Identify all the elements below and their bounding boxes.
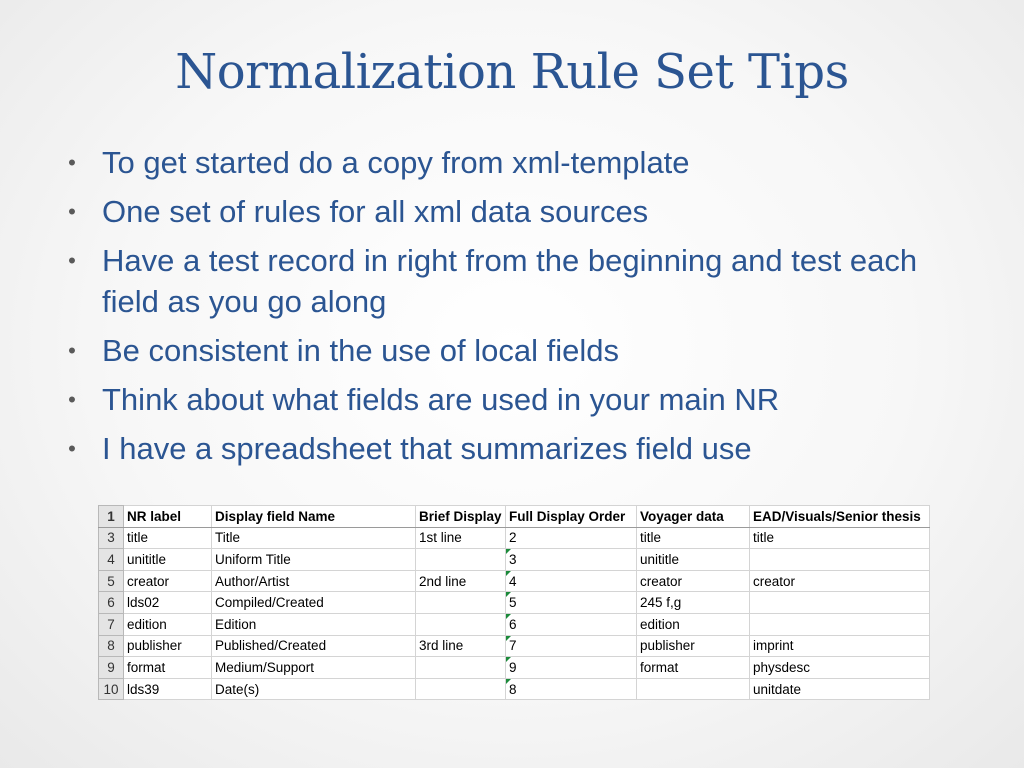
row-number: 4 <box>99 549 124 571</box>
cell: unitdate <box>750 678 930 700</box>
bullet-text: Have a test record in right from the beginning and test each field as you go along <box>102 243 918 319</box>
bullet-text: I have a spreadsheet that summarizes field use <box>102 431 752 466</box>
cell: Compiled/Created <box>212 592 416 614</box>
cell: format <box>124 657 212 679</box>
cell: 1st line <box>416 527 506 549</box>
bullet-item <box>62 428 962 469</box>
cell: physdesc <box>750 657 930 679</box>
cell: Medium/Support <box>212 657 416 679</box>
cell: 8 <box>506 678 637 700</box>
cell: Date(s) <box>212 678 416 700</box>
row-number: 8 <box>99 635 124 657</box>
bullet-item <box>62 240 962 322</box>
cell: 9 <box>506 657 637 679</box>
cell: edition <box>637 613 750 635</box>
bullet-list <box>62 142 962 477</box>
cell: 3 <box>506 549 637 571</box>
row-number: 9 <box>99 657 124 679</box>
cell <box>637 678 750 700</box>
cell: Published/Created <box>212 635 416 657</box>
table-row <box>99 549 930 571</box>
cell: creator <box>750 570 930 592</box>
cell: 5 <box>506 592 637 614</box>
cell: lds02 <box>124 592 212 614</box>
row-number: 3 <box>99 527 124 549</box>
cell: publisher <box>124 635 212 657</box>
column-header-voyager-data: Voyager data <box>637 506 750 528</box>
table-row <box>99 570 930 592</box>
row-number: 1 <box>99 506 124 528</box>
cell: format <box>637 657 750 679</box>
table-row <box>99 657 930 679</box>
bullet-text: Be consistent in the use of local fields <box>102 333 619 368</box>
slide-title: Normalization Rule Set Tips <box>175 44 849 100</box>
cell: Uniform Title <box>212 549 416 571</box>
cell: 245 f,g <box>637 592 750 614</box>
cell <box>750 549 930 571</box>
cell <box>750 613 930 635</box>
bullet-icon: • <box>68 338 76 363</box>
column-header-nr-label: NR label <box>124 506 212 528</box>
cell: title <box>750 527 930 549</box>
cell: unititle <box>637 549 750 571</box>
cell <box>416 678 506 700</box>
cell: imprint <box>750 635 930 657</box>
cell: 6 <box>506 613 637 635</box>
bullet-item <box>62 330 962 371</box>
column-header-ead-visuals-senior-thesis: EAD/Visuals/Senior thesis <box>750 506 930 528</box>
cell: Author/Artist <box>212 570 416 592</box>
cell <box>750 592 930 614</box>
cell <box>416 657 506 679</box>
bullet-icon: • <box>68 436 76 461</box>
table-row <box>99 592 930 614</box>
bullet-icon: • <box>68 248 76 273</box>
field-use-spreadsheet <box>98 505 930 700</box>
column-header-full-display-order: Full Display Order <box>506 506 637 528</box>
row-number: 7 <box>99 613 124 635</box>
cell <box>416 549 506 571</box>
row-number: 5 <box>99 570 124 592</box>
cell: edition <box>124 613 212 635</box>
cell: publisher <box>637 635 750 657</box>
cell: Edition <box>212 613 416 635</box>
table-row <box>99 613 930 635</box>
table-row <box>99 527 930 549</box>
bullet-icon: • <box>68 387 76 412</box>
bullet-text: Think about what fields are used in your main NR <box>102 382 780 417</box>
cell: creator <box>637 570 750 592</box>
cell: 2nd line <box>416 570 506 592</box>
cell <box>416 613 506 635</box>
table-row <box>99 678 930 700</box>
bullet-text: One set of rules for all xml data sources <box>102 194 649 229</box>
bullet-item <box>62 142 962 183</box>
cell: lds39 <box>124 678 212 700</box>
cell <box>416 592 506 614</box>
bullet-item <box>62 191 962 232</box>
row-number: 10 <box>99 678 124 700</box>
row-number: 6 <box>99 592 124 614</box>
cell: 3rd line <box>416 635 506 657</box>
cell: unititle <box>124 549 212 571</box>
cell: Title <box>212 527 416 549</box>
bullet-icon: • <box>68 199 76 224</box>
column-header-brief-display: Brief Display <box>416 506 506 528</box>
cell: 7 <box>506 635 637 657</box>
table-row <box>99 635 930 657</box>
cell: creator <box>124 570 212 592</box>
cell: 4 <box>506 570 637 592</box>
bullet-text: To get started do a copy from xml-template <box>102 145 690 180</box>
column-header-display-field-name: Display field Name <box>212 506 416 528</box>
bullet-icon: • <box>68 150 76 175</box>
cell: 2 <box>506 527 637 549</box>
bullet-item <box>62 379 962 420</box>
header-row <box>99 506 930 528</box>
cell: title <box>124 527 212 549</box>
cell: title <box>637 527 750 549</box>
